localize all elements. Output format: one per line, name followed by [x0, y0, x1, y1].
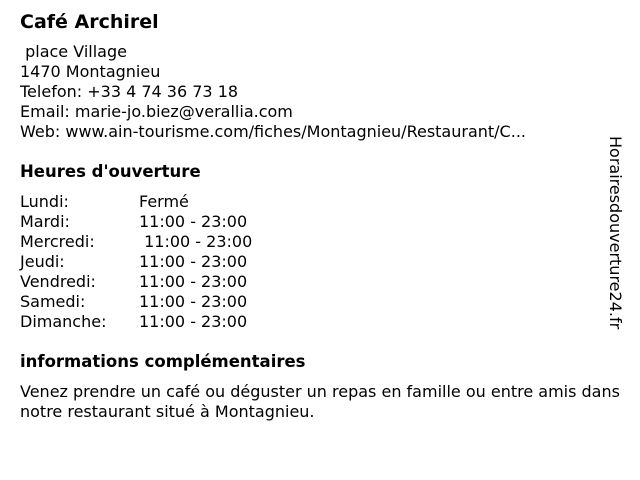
- hours-day: Dimanche:: [20, 312, 107, 331]
- hours-row: [20, 232, 252, 252]
- phone-row: [20, 82, 610, 102]
- hours-day: Lundi:: [20, 192, 69, 211]
- side-brand-label: Horairesdouverture24.fr: [606, 136, 625, 330]
- hours-time: Fermé: [139, 192, 189, 211]
- hours-time: 11:00 - 23:00: [139, 212, 248, 231]
- address-line-city: 1470 Montagnieu: [20, 62, 161, 81]
- email-link[interactable]: marie-jo.biez@verallia.com: [74, 102, 293, 121]
- hours-day: Samedi:: [20, 292, 86, 311]
- hours-day: Jeudi:: [20, 252, 65, 271]
- phone-label: Telefon:: [20, 82, 83, 101]
- hours-time: 11:00 - 23:00: [139, 232, 253, 251]
- address-line-street: place Village: [20, 42, 127, 61]
- hours-row: [20, 252, 252, 272]
- hours-row: [20, 292, 252, 312]
- phone-link[interactable]: +33 4 74 36 73 18: [87, 82, 239, 101]
- hours-time: 11:00 - 23:00: [139, 292, 248, 311]
- email-row: [20, 102, 610, 122]
- hours-row: [20, 272, 252, 292]
- hours-heading: Heures d'ouverture: [20, 162, 201, 181]
- hours-day: Mercredi:: [20, 232, 95, 251]
- business-name: Café Archirel: [20, 11, 159, 33]
- hours-day: Mardi:: [20, 212, 70, 231]
- hours-time: 11:00 - 23:00: [139, 252, 248, 271]
- info-text: Venez prendre un café ou déguster un repas en famille ou entre amis dans notre restaurant situé à Montagnieu.: [20, 382, 620, 421]
- web-label: Web:: [20, 122, 61, 141]
- hours-table: [20, 192, 252, 332]
- web-row: [20, 122, 610, 142]
- web-link[interactable]: www.ain-tourisme.com/fiches/Montagnieu/Restaurant/C...: [65, 122, 526, 141]
- email-label: Email:: [20, 102, 70, 121]
- hours-row: [20, 192, 252, 212]
- info-heading: informations complémentaires: [20, 352, 306, 371]
- hours-time: 11:00 - 23:00: [139, 312, 248, 331]
- hours-row: [20, 312, 252, 332]
- hours-day: Vendredi:: [20, 272, 96, 291]
- hours-row: [20, 212, 252, 232]
- hours-time: 11:00 - 23:00: [139, 272, 248, 291]
